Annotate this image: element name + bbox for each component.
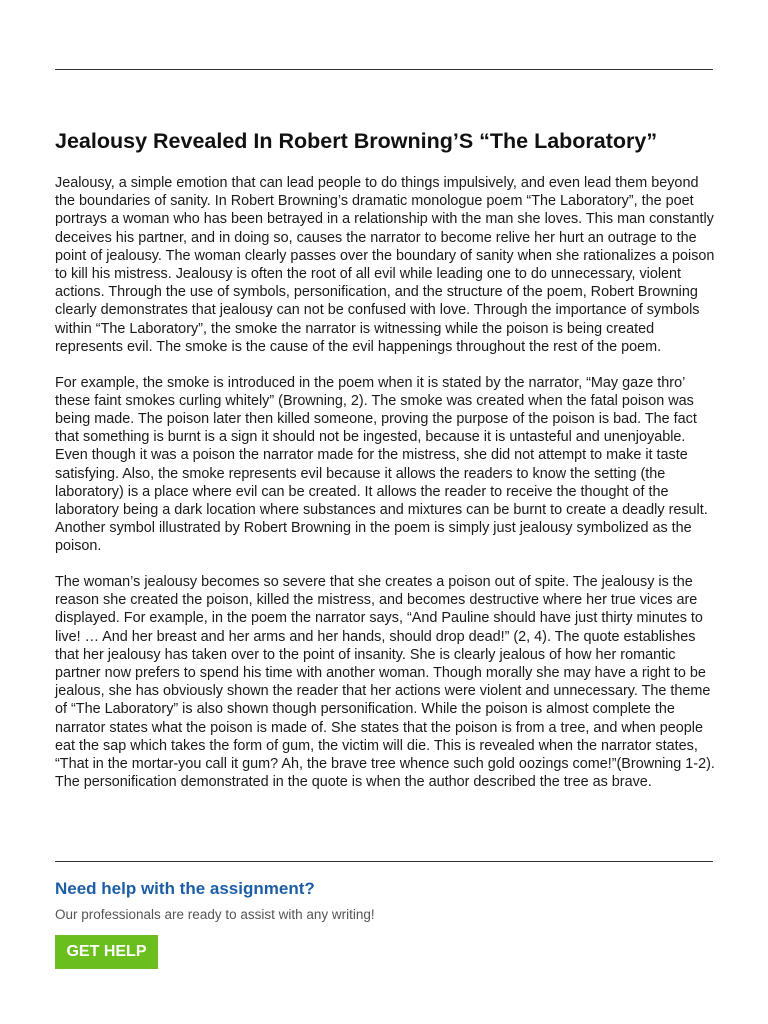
essay-body <box>55 174 715 809</box>
top-divider <box>55 69 713 70</box>
paragraph: The woman’s jealousy becomes so severe that she creates a poison out of spite. The jealousy is the reason she created the poison, killed the mistress, and becomes destructive where her true vices are displayed. For example, in the poem the narrator says, “And Pauline should have just thirty minutes to live! … And her breast and her arms and her hands, should drop dead!” (2, 4). The quote establishes that her jealousy has taken over to the point of insanity. She is clearly jealous of how her romantic partner now prefers to spend his time with another woman. Though morally she may have a right to be jealous, she has obviously shown the reader that her actions were violent and unnecessary. The theme of “The Laboratory” is also shown though personification. While the poison is almost complete the narrator states what the poison is made of. She states that the poison is from a tree, and when people eat the sap which takes the form of gum, the victim will die. This is revealed when the narrator states, “That in the mortar-you call it gum? Ah, the brave tree whence such gold oozings come!”(Browning 1-2). The personification demonstrated in the quote is when the author described the tree as brave. <box>55 574 715 791</box>
paragraph: For example, the smoke is introduced in the poem when it is stated by the narrator, “May gaze thro’ these faint smokes curling whitely” (Browning, 2). The smoke was created when the fatal poison was being made. The poison later then killed someone, proving the purpose of the poison is bad. The fact that something is burnt is a sign it should not be ingested, because it is untasteful and unenjoyable. Even though it was a poison the narrator made for the mistress, she did not attempt to make it taste satisfying. Also, the smoke represents evil because it allows the readers to know the setting (the laboratory) is a place where evil can be created. It allows the reader to receive the thought of the laboratory being a dark location where substances and mixtures can be burnt to create a deadly result. Another symbol illustrated by Robert Browning in the poem is simply just jealousy symbolized as the poison. <box>55 374 708 555</box>
help-subtext: Our professionals are ready to assist with any writing! <box>55 907 375 922</box>
bottom-divider <box>55 861 713 862</box>
document-title: Jealousy Revealed In Robert Browning’S “The Laboratory” <box>55 129 658 153</box>
get-help-button[interactable]: GET HELP <box>55 935 158 969</box>
help-heading: Need help with the assignment? <box>55 879 315 898</box>
paragraph: Jealousy, a simple emotion that can lead people to do things impulsively, and even lead them beyond the boundaries of sanity. In Robert Browning’s dramatic monologue poem “The Laboratory”, the poet portrays a woman who has been betrayed in a relationship with the man she loves. This man constantly deceives his partner, and in doing so, causes the narrator to become relive her hurt an outrage to the point of jealousy. The woman clearly passes over the boundary of sanity when she rationalizes a poison to kill his mistress. Jealousy is often the root of all evil while leading one to do unnecessary, violent actions. Through the use of symbols, personification, and the structure of the poem, Robert Browning clearly demonstrates that jealousy can not be confused with love. Through the importance of symbols within “The Laboratory”, the smoke the narrator is witnessing while the poison is being created represents evil. The smoke is the cause of the evil happenings throughout the rest of the poem. <box>55 175 715 355</box>
